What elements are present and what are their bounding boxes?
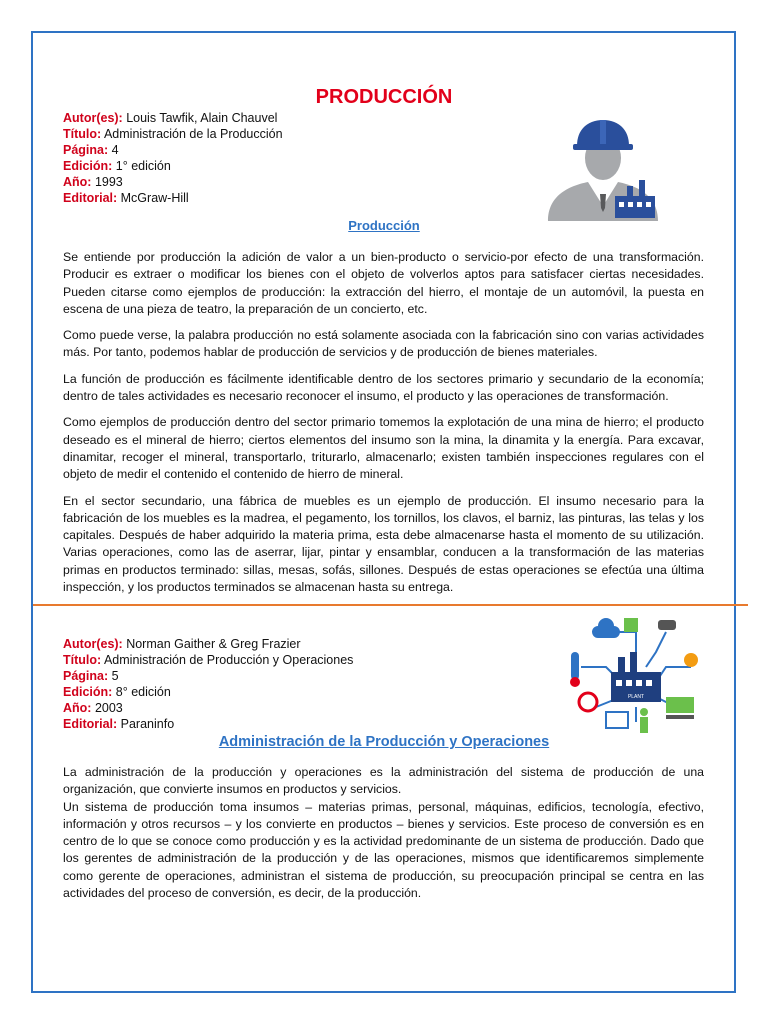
section2-body — [63, 764, 704, 902]
meta-row: Editorial: Paraninfo — [63, 717, 175, 731]
meta-row: Título: Administración de la Producción — [63, 127, 283, 141]
meta-row: Año: 1993 — [63, 175, 123, 189]
book-metadata-2 — [63, 636, 353, 732]
meta-row: Título: Administración de Producción y Operaciones — [63, 653, 354, 667]
book-metadata-1 — [63, 110, 283, 206]
engineer-icon — [543, 116, 663, 221]
section1-body — [63, 249, 704, 605]
paragraph: La función de producción es fácilmente identificable dentro de los sectores primario y secundario de la economía; dentro de tales actividades es necesario reconocer el insumo, el producto y las operaciones de transformación. — [63, 371, 704, 404]
paragraph: Como ejemplos de producción dentro del sector primario tomemos la explotación de una mina de hierro; el producto deseado es el mineral de hierro; ciertos elementos del insumo son la mina, la dinamita y la energía. Para excavar, dinamitar, recoger el mineral, transportarlo, triturarlo, almacenarlo; existen también inspecciones regulares con el objeto de medir el contenido el contenido de hierro de mineral. — [63, 415, 704, 482]
paragraph: Como puede verse, la palabra producción no está solamente asociada con la fabricación sino con varias actividades más. Por tanto, podemos hablar de producción de servicios y de producción de bienes materiales. — [63, 328, 704, 360]
plant-label: PLANT — [627, 694, 645, 700]
meta-row: Edición: 8° edición — [63, 685, 171, 699]
meta-row: Edición: 1° edición — [63, 159, 171, 173]
meta-row: Página: 4 — [63, 143, 119, 157]
paragraph: La administración de la producción y operaciones es la administración del sistema de producción de una organización, que convierte insumos en productos y servicios. — [63, 765, 704, 797]
meta-row: Año: 2003 — [63, 701, 123, 715]
paragraph: En el sector secundario, una fábrica de muebles es un ejemplo de producción. El insumo necesario para la fabricación de los muebles es la madrea, el pegamento, los tornillos, los clavos, el barniz, las pinturas, las telas y los capitales. Después de haber adquirido la materia prima, esta debe almacenarse hasta el momento de su utilización. Varias operaciones, como las de aserrar, lijar, pintar y ensamblar, conducen a la transformación de las materias primas en productos terminado: sillas, mesas, sofás, sillones. Después de estas operaciones se efectúa una última inspección, y los productos terminados se almacenan hasta su entrega. — [63, 493, 704, 595]
section-heading-produccion: Producción — [348, 218, 420, 233]
section-divider — [33, 604, 748, 606]
meta-row: Página: 5 — [63, 669, 119, 683]
paragraph: Un sistema de producción toma insumos – materias primas, personal, máquinas, edificios, tecnología, efectivo, información y otros recursos – y los convierte en productos – bienes y servicios. Este proceso de conversión es en centro de lo que se conoce como producción y es la actividad predominante de un sistema de producción. Dado que los gerentes de administración de la producción y de las operaciones, mismos que identificaremos simplemente como gerente de operaciones, administran el sistema de producción, su preocupación principal se centra en las actividades del proceso de conversión, es decir, de la producción. — [63, 799, 704, 901]
meta-row: Autor(es): Norman Gaither & Greg Frazier — [63, 637, 301, 651]
industry-network-icon — [566, 612, 706, 737]
section-heading-administracion: Administración de la Producción y Operaciones — [218, 734, 550, 750]
meta-row: Editorial: McGraw-Hill — [63, 191, 189, 205]
meta-row: Autor(es): Louis Tawfik, Alain Chauvel — [63, 111, 278, 125]
page-title: PRODUCCIÓN — [315, 86, 453, 108]
paragraph: Se entiende por producción la adición de valor a un bien-producto o servicio-por efecto de una transformación. Producir es extraer o modificar los bienes con el objeto de volverlos aptos para satisfacer ciertas necesidades. Pueden citarse como ejemplos de producción: la extracción del hierro, el montaje de un automóvil, la puesta en escena de una pieza de teatro, la preparación de un concierto, etc. — [63, 250, 704, 316]
